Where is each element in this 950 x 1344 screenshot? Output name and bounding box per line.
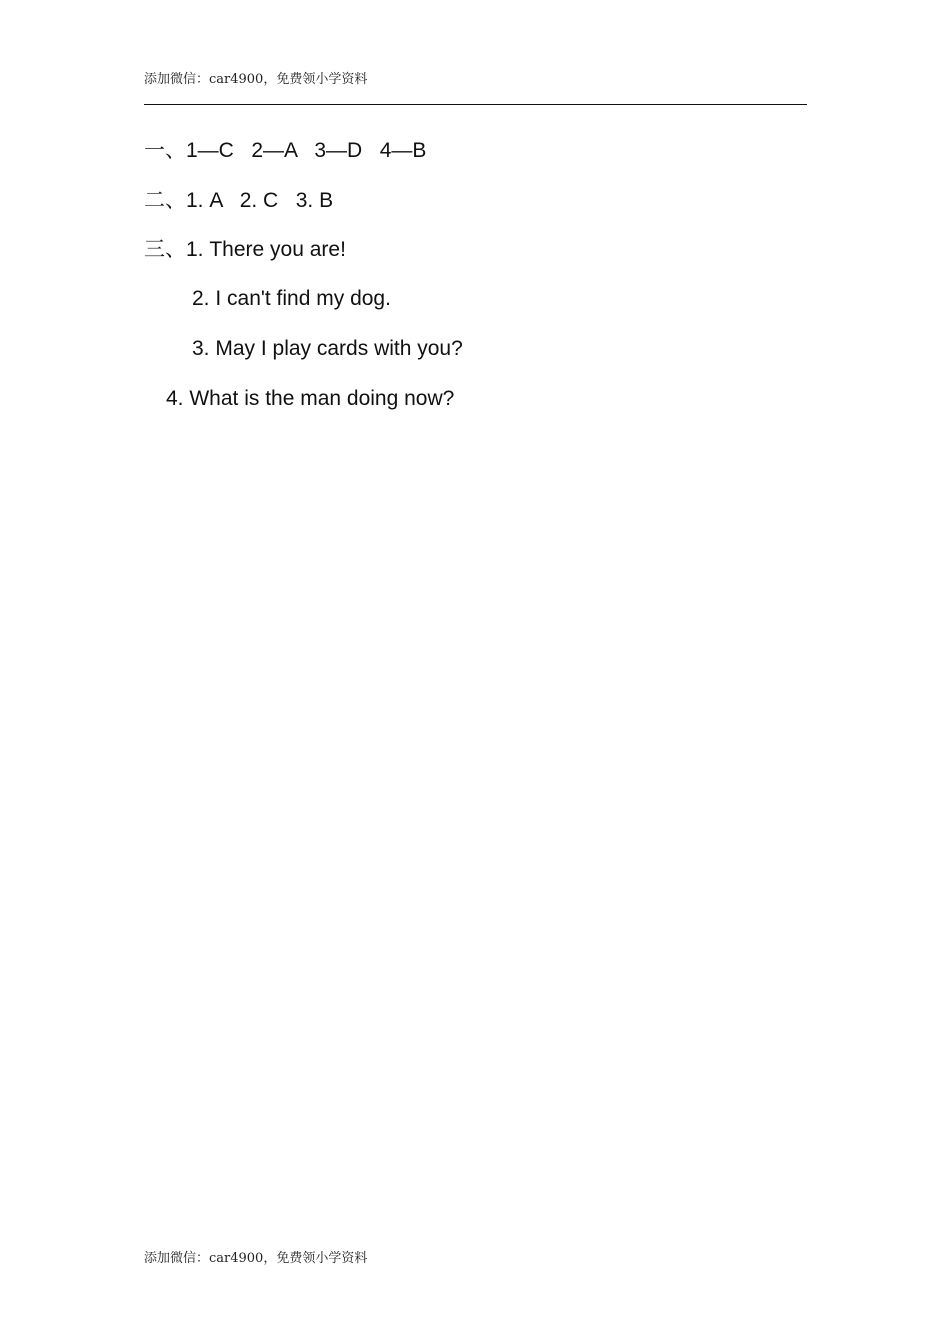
answer-section-1 bbox=[144, 137, 426, 164]
answer-section-3 bbox=[144, 236, 346, 263]
section-3-mark: 三、 bbox=[144, 237, 186, 261]
section-3-item-4: 4. What is the man doing now? bbox=[166, 387, 455, 410]
section-1-answers: 1—C 2—A 3—D 4—B bbox=[186, 139, 427, 162]
section-2-mark: 二、 bbox=[144, 188, 186, 212]
header-divider bbox=[144, 104, 807, 105]
section-3-item-2: 2. I can't find my dog. bbox=[192, 287, 391, 310]
section-3-item-3: 3. May I play cards with you? bbox=[192, 337, 463, 360]
footer-text: 添加微信：car4900，免费领小学资料 bbox=[144, 1251, 368, 1266]
section-3-item-1: 1. There you are! bbox=[186, 238, 346, 261]
header-text: 添加微信：car4900，免费领小学资料 bbox=[144, 72, 368, 87]
section-1-mark: 一、 bbox=[144, 138, 186, 162]
answer-section-2 bbox=[144, 187, 333, 214]
section-2-answers: 1. A 2. C 3. B bbox=[186, 189, 334, 212]
